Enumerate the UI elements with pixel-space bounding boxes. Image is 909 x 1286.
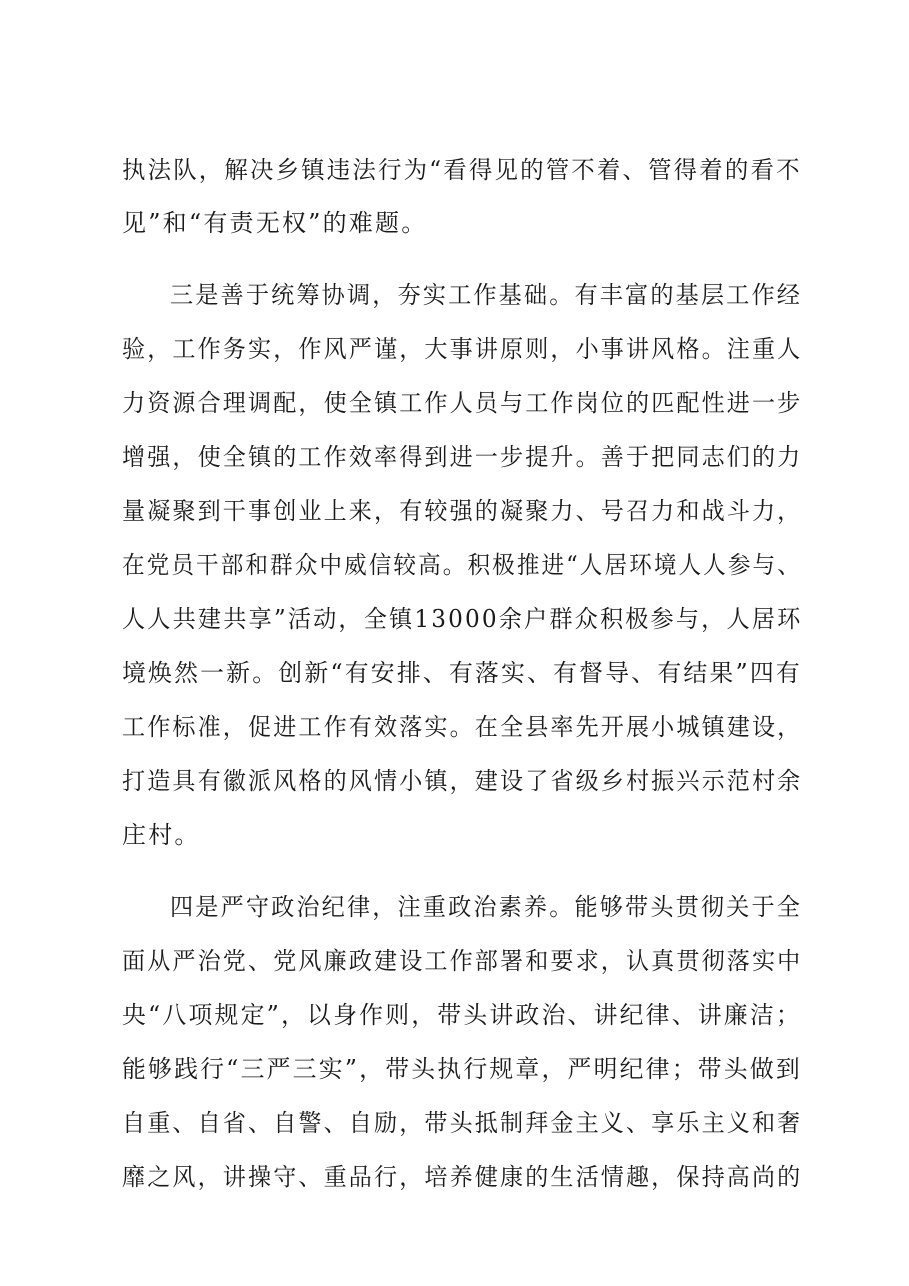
text-line: 见”和“有责无权”的难题。 [122,209,428,237]
text-line: 自重、自省、自警、自励，带头抵制拜金主义、享乐主义和奢 [122,1109,803,1137]
text-line: 工作标准，促进工作有效落实。在全县率先开展小城镇建设， [122,713,803,741]
text-line: 面从严治党、党风廉政建设工作部署和要求，认真贯彻落实中 [122,947,803,975]
paragraph-4-first-line: 四是严守政治纪律，注重政治素养。能够带头贯彻关于全 [170,893,802,921]
text-line: 境焕然一新。创新“有安排、有落实、有督导、有结果”四有 [122,659,802,687]
text-line: 量凝聚到干事创业上来，有较强的凝聚力、号召力和战斗力， [122,497,803,525]
text-line: 庄村。 [122,821,201,849]
text-line: 人人共建共享”活动，全镇13000余户群众积极参与，人居环 [122,605,803,633]
text-line: 央“八项规定”，以身作则，带头讲政治、讲纪律、讲廉洁； [122,1001,802,1029]
text-line: 在党员干部和群众中威信较高。积极推进“人居环境人人参与、 [122,551,802,579]
text-line: 执法队，解决乡镇违法行为“看得见的管不着、管得着的看不 [122,156,802,184]
text-line: 能够践行“三严三实”，带头执行规章，严明纪律；带头做到 [122,1055,802,1083]
text-line: 打造具有徽派风格的风情小镇，建设了省级乡村振兴示范村余 [122,767,803,795]
text-line: 增强，使全镇的工作效率得到进一步提升。善于把同志们的力 [122,443,803,471]
text-line: 力资源合理调配，使全镇工作人员与工作岗位的匹配性进一步 [122,389,803,417]
paragraph-3-first-line: 三是善于统筹协调，夯实工作基础。有丰富的基层工作经 [170,281,802,309]
text-line: 靡之风，讲操守、重品行，培养健康的生活情趣，保持高尚的 [122,1163,803,1191]
text-line: 验，工作务实，作风严谨，大事讲原则，小事讲风格。注重人 [122,335,803,363]
